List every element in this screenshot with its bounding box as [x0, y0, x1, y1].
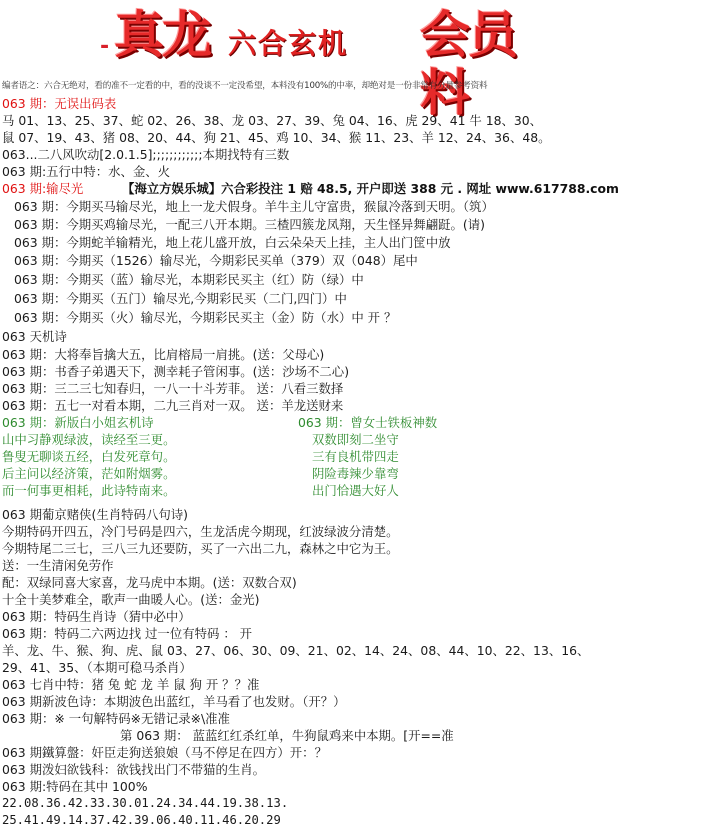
line-wave-color: 063 期新波色诗：本期波色出蓝红，羊马看了也发财。（开？） [2, 694, 346, 709]
line-lose-all-title: 063 期:输尽光 [2, 181, 84, 196]
logo-title-right: 会员料 [420, 5, 516, 122]
line-zodiac-list-2: 29、41、35、（本期可稳马杀肖） [2, 660, 192, 675]
line-heaven-poem-1: 063 期：大将奉旨擒大五，比肩榕局一肩挑。(送：父母心) [2, 347, 325, 362]
poem-right-3: 阴险毒辣少靠弯 [312, 466, 399, 481]
line-lose-3: 063 期：今期蛇羊输精光，地上花儿盛开放，白云朵朵天上挂，主人出门筐中放 [14, 235, 451, 250]
line-heaven-poem-2: 063 期：书香子弟遇天下，测幸耗子管闲事。(送：沙场不二心) [2, 364, 350, 379]
line-five-elements: 063 期:五行中特：水、金、火 [2, 164, 171, 179]
line-zodiac-numbers-2: 鼠 07、19、43、猪 08、20、44、狗 21、45、鸡 10、34、猴 11、23、羊 12、24、36、48。 [2, 130, 551, 145]
line-gambler-4: 配：双绿同喜大家喜，龙马虎中本期。(送：双数合双) [2, 575, 297, 590]
advertisement: 【海立方娱乐城】六合彩投注 1 赔 48.5, 开户即送 388 元 . 网址 www.617788.com [122, 181, 619, 196]
line-iron-abacus: 063 期鐵算盤：奸臣走狗送狼娘（马不停足在四方）开：？ [2, 745, 327, 760]
line-zodiac-poem-title: 063 期：特码生肖诗（猜中必中） [2, 609, 191, 624]
logo-title-left: 真龙 [114, 5, 210, 64]
line-lose-1: 063 期：今期买马输尽光，地上一龙犬假身。羊牛主儿守富贵，猴鼠冷落到天明。（筑） [14, 199, 494, 214]
line-lose-4: 063 期：今期买（1526）输尽光，今期彩民买单（379）双（048）尾中 [14, 253, 418, 268]
line-white-lady-title: 063 期：新版白小姐玄机诗 [2, 415, 154, 430]
poem-left-3: 后主问以经济策，茫如附烟雾。 [2, 466, 176, 481]
line-macau-gambler-title: 063 期葡京赌侠(生肖特码八句诗) [2, 507, 188, 522]
line-gambler-3: 送：一生清闲免劳作 [2, 558, 114, 573]
line-heaven-poem-title: 063 天机诗 [2, 329, 67, 344]
line-numbers-1: 22.08.36.42.33.30.01.24.34.44.19.38.13. [2, 796, 289, 810]
line-error-free-table-title: 063 期：无误出码表 [2, 96, 117, 111]
logo-dash: - [100, 34, 110, 59]
line-seven-zodiac: 063 七肖中特：猪 兔 蛇 龙 羊 鼠 狗 开 ？？准 [2, 677, 260, 692]
line-lose-5: 063 期：今期买（蓝）输尽光，本期彩民买主（红）防（绿）中 [14, 272, 364, 287]
poem-right-2: 三有良机带四走 [312, 449, 399, 464]
line-lose-7: 063 期：今期买（火）输尽光，今期彩民买主（金）防（水）中 开 ？ [14, 310, 397, 325]
line-one-sentence: 063 期：※ 一句解特码※无错记录※\准准 [2, 711, 230, 726]
poem-left-2: 鲁叟无聊谈五经，白发死章句。 [2, 449, 176, 464]
line-two-sides: 063 期：特码二六两边找 过一位有特码 ： 开 [2, 626, 253, 641]
line-gambler-5: 十全十美梦难全，歌声一曲暖人心。(送：金光) [2, 592, 260, 607]
line-gambler-2: 今期特尾二三七，三八三九还要防，买了一六出二九，森林之中它为王。 [2, 541, 399, 556]
line-zodiac-numbers-1: 马 01、13、25、37、蛇 02、26、38、龙 03、27、39、兔 04、16、虎 29、41 牛 18、30、 [2, 113, 543, 128]
line-heaven-poem-3: 063 期：三二三七知春归，一八一十斗芳菲。 送：八看三数择 [2, 381, 344, 396]
poem-left-1: 山中习静观绿波，读经至三更。 [2, 432, 176, 447]
line-lose-6: 063 期：今期买（五门）输尽光,今期彩民买（二门,四门）中 [14, 291, 347, 306]
line-blue-red: 第 063 期： 蓝蓝红红杀红单，牛狗鼠鸡来中本期。[开==准 [120, 728, 454, 743]
line-gambler-1: 今期特码开四五，冷门号码是四六，生龙活虎今期现，红波绿波分清楚。 [2, 524, 399, 539]
editor-note: 编者语之：六合无绝对，看的准不一定看的中，看的没谈不一定没希望，本料没有100%的中率，却绝对是一份非常有分量参考资料 [2, 81, 488, 91]
logo-subtitle: 六合玄机 [228, 27, 349, 60]
line-shrew: 063 期泼妇欲钱科：欲钱找出门不带猫的生肖。 [2, 762, 266, 777]
line-heaven-poem-4: 063 期：五七一对看本期，二九三肖对一双。 送：羊龙送财来 [2, 398, 344, 413]
poem-right-4: 出门恰遇大好人 [312, 483, 399, 498]
line-iron-board-title: 063 期：曾女士铁板神数 [298, 415, 438, 430]
poem-left-4: 而一何事更相耗，此诗特南来。 [2, 483, 176, 498]
line-zodiac-list-1: 羊、龙、牛、猴、狗、虎、鼠 03、27、06、30、09、21、02、14、24、08、44、10、22、13、16、 [2, 643, 590, 658]
line-wind: 063...二八风吹动[2.0.1.5];;;;;;;;;;;;本期找特有三数 [2, 147, 290, 162]
poem-right-1: 双数即刻二坐守 [312, 432, 399, 447]
line-special-code-title: 063 期:特码在其中 100% [2, 779, 148, 794]
line-numbers-2: 25.41.49.14.37.42.39.06.40.11.46.20.29 [2, 813, 281, 827]
line-lose-2: 063 期：今期买鸡输尽光，一配三八开本期。三楂四簇龙凤翔，天生怪异舞翩跹。(请) [14, 217, 485, 232]
